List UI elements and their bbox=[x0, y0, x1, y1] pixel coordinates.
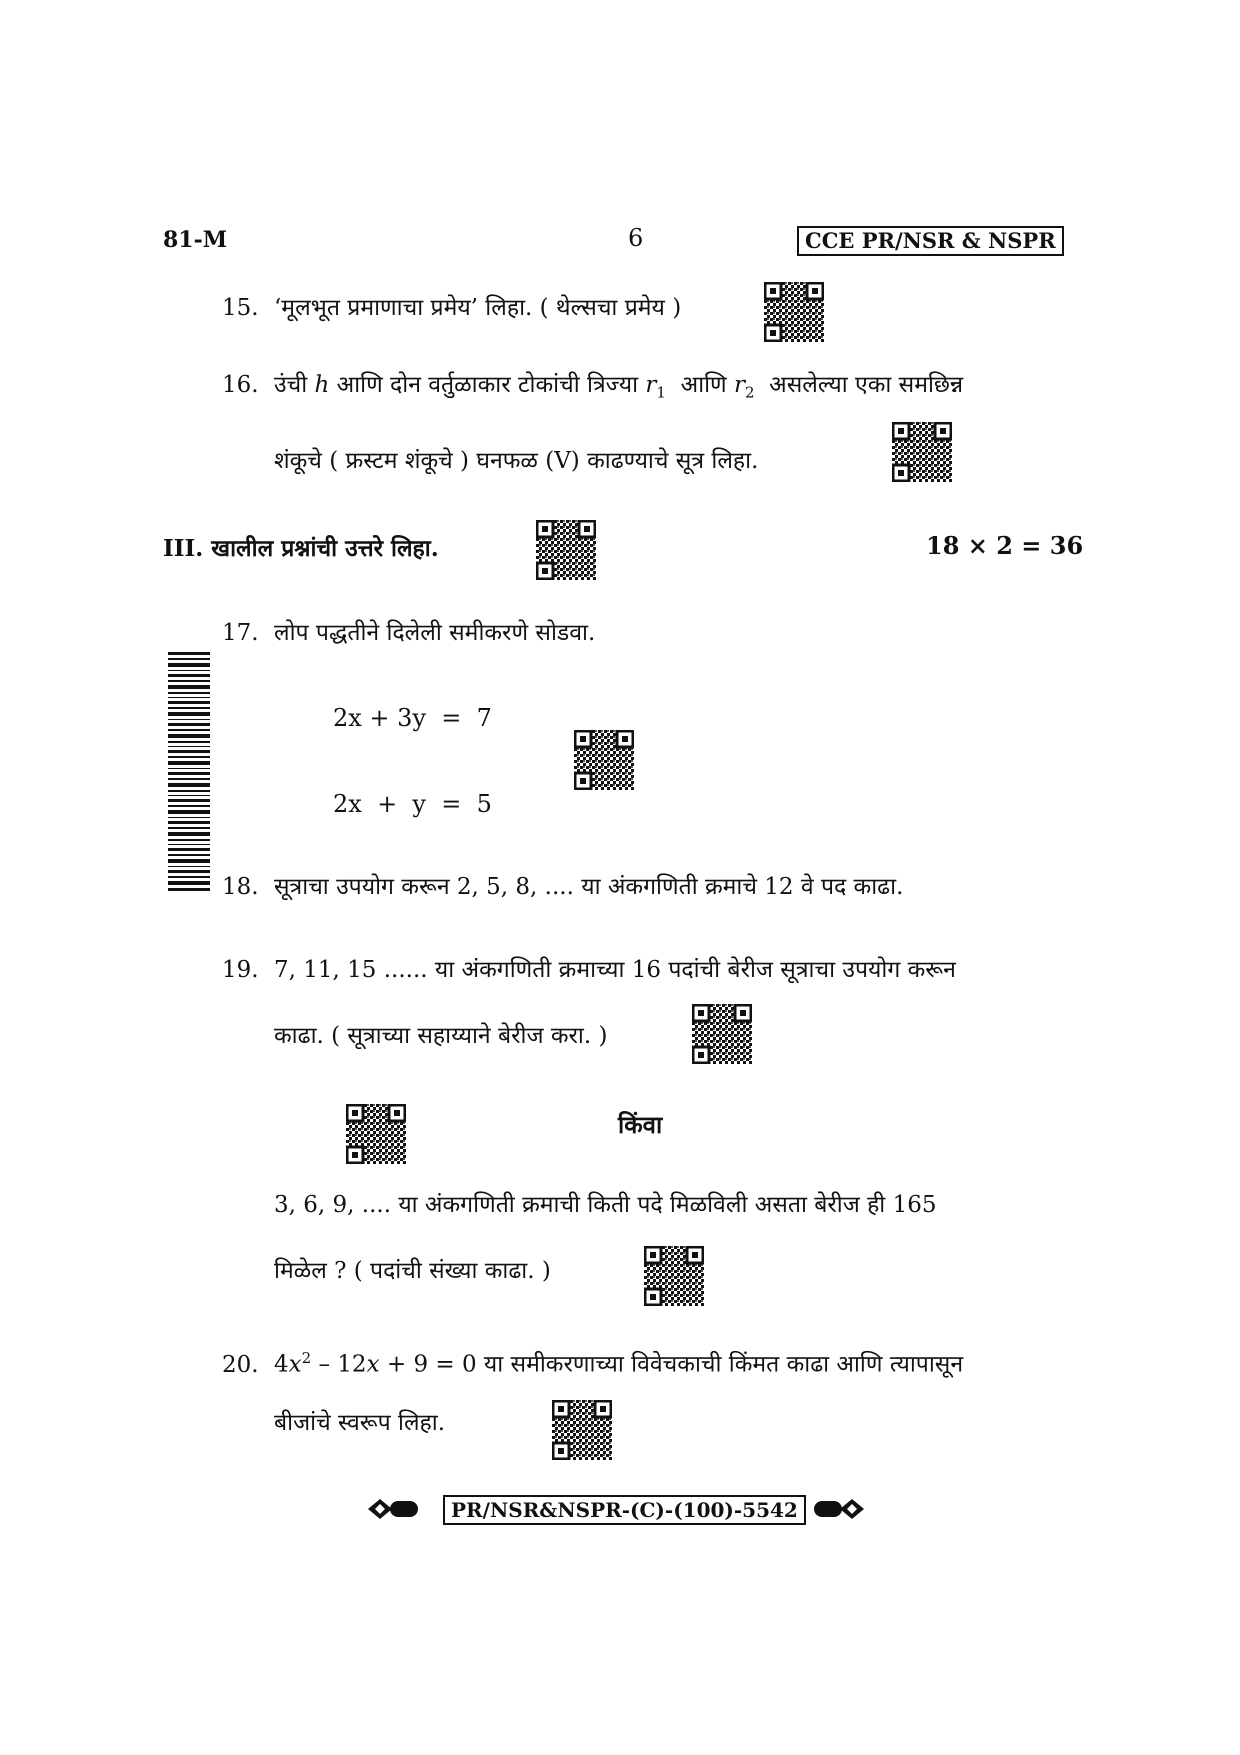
question-number: 20. bbox=[222, 1351, 259, 1378]
question-19-alt-line1: 3, 6, 9, .... या अंकगणिती क्रमाची किती पदे मिळविली असता बेरीज ही 165 bbox=[274, 1192, 937, 1218]
question-20: 20. $4x^2 - 12x + 9 = 0$ या समीकरणाच्या विवेचकाची किंमत काढा आणि त्यापासून bbox=[222, 1349, 964, 1378]
footer-code: PR/NSR&NSPR-(C)-(100)-5542 bbox=[443, 1495, 806, 1525]
question-19-alt-line2: मिळेल ? ( पदांची संख्या काढा. ) bbox=[274, 1258, 551, 1284]
question-text: सूत्राचा उपयोग करून 2, 5, 8, .... या अंकगणिती क्रमाचे 12 वे पद काढा. bbox=[274, 874, 904, 900]
question-number: 16. bbox=[222, 372, 259, 398]
qr-code-icon bbox=[536, 520, 596, 580]
question-18 bbox=[222, 872, 903, 902]
ornament-left-icon bbox=[366, 1496, 420, 1522]
question-15 bbox=[222, 293, 681, 323]
var-h: h bbox=[314, 372, 330, 398]
paper-code: 81-M bbox=[163, 227, 228, 253]
question-20-line2: बीजांचे स्वरूप लिहा. bbox=[274, 1410, 446, 1436]
question-16: 16. उंची h आणि दोन वर्तुळाकार टोकांची त्रिज्या $r_1$ आणि $r_2$ असलेल्या एका समछिन्न bbox=[222, 372, 964, 402]
question-number: 19. bbox=[222, 957, 259, 983]
qr-code-icon bbox=[692, 1004, 752, 1064]
question-number: 17. bbox=[222, 620, 259, 646]
question-text: ‘मूलभूत प्रमाणाचा प्रमेय’ लिहा. ( थेल्सचा प्रमेय ) bbox=[274, 295, 682, 321]
barcode-icon bbox=[168, 652, 210, 892]
qr-code-icon bbox=[574, 730, 634, 790]
question-19 bbox=[222, 955, 956, 985]
ornament-right-icon bbox=[812, 1496, 866, 1522]
equation-1: 2x + 3y = 7 bbox=[333, 704, 492, 732]
or-label: किंवा bbox=[618, 1110, 663, 1139]
question-19-line2: काढा. ( सूत्राच्या सहाय्याने बेरीज करा. ) bbox=[274, 1023, 608, 1049]
section-marks: 18 × 2 = 36 bbox=[926, 531, 1084, 560]
question-number: 15. bbox=[222, 295, 259, 321]
qr-code-icon bbox=[644, 1246, 704, 1306]
question-number: 18. bbox=[222, 874, 259, 900]
qr-code-icon bbox=[346, 1104, 406, 1164]
question-17 bbox=[222, 618, 595, 648]
qr-code-icon bbox=[764, 282, 824, 342]
qr-code-icon bbox=[552, 1400, 612, 1460]
qr-code-icon bbox=[892, 422, 952, 482]
question-text: लोप पद्धतीने दिलेली समीकरणे सोडवा. bbox=[274, 620, 596, 646]
question-16-line2: शंकूचे ( फ्रस्टम शंकूचे ) घनफळ (V) काढण्याचे सूत्र लिहा. bbox=[274, 448, 759, 474]
series-box: CCE PR/NSR & NSPR bbox=[797, 226, 1064, 256]
section-heading: III. खालील प्रश्नांची उत्तरे लिहा. bbox=[163, 535, 439, 562]
equation-2: 2x + y = 5 bbox=[333, 790, 492, 818]
page-number: 6 bbox=[628, 224, 644, 252]
question-text: 7, 11, 15 ...... या अंकगणिती क्रमाच्या 16 पदांची बेरीज सूत्राचा उपयोग करून bbox=[274, 957, 956, 983]
